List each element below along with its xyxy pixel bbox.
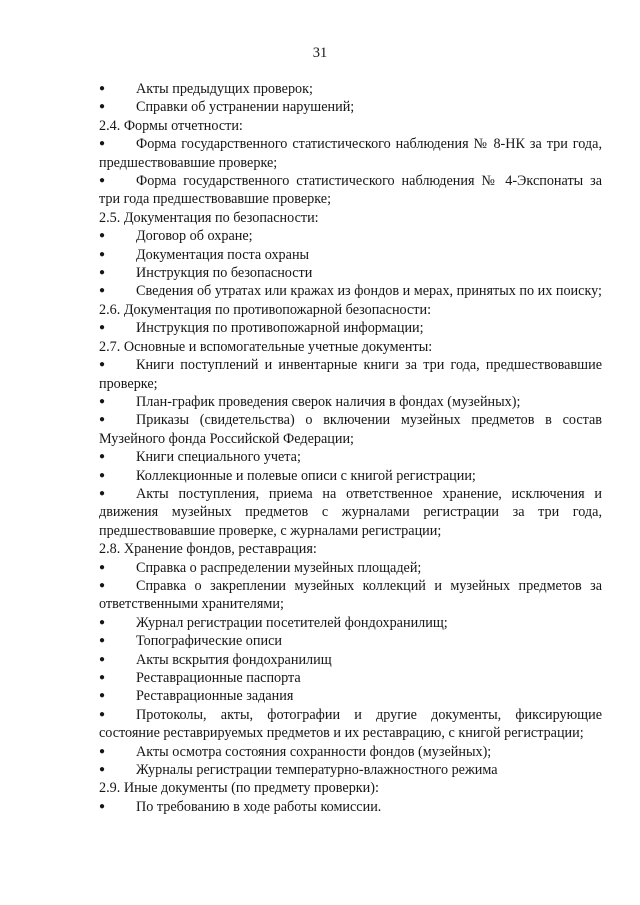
list-item-text: Книги поступлений и инвентарные книги за три года, предшествовавшие проверке;: [99, 357, 602, 392]
bullet-icon: ●: [99, 83, 106, 94]
list-item-text: Акты предыдущих проверок;: [136, 81, 313, 97]
bullet-icon: ●: [99, 101, 106, 113]
list-item-text: Акты осмотра состояния сохранности фондов (музейных);: [136, 743, 492, 760]
list-item-text: Акты поступления, приема на ответственное хранение, исключения и движения музейных предметов с журналами регистрации за три года, предшествовавшие проверке, с журналами регистрации;: [99, 485, 602, 539]
list-item: [99, 577, 602, 614]
list-item-text: По требованию в ходе работы комиссии.: [136, 798, 382, 815]
section-heading-text: 2.4. Формы отчетности:: [99, 117, 243, 134]
list-item: [99, 135, 602, 172]
list-item: [99, 485, 602, 540]
bullet-icon: ●: [99, 175, 106, 187]
list-item: [99, 614, 602, 632]
list-item-text: Инструкция по безопасности: [136, 265, 313, 282]
list-item-text: Сведения об утратах или кражах из фондов и мерах, принятых по их поиску;: [136, 283, 602, 300]
list-item-text: Книги специального учета;: [136, 449, 301, 466]
list-item-text: Форма государственного статистического наблюдения № 4-Экспонаты за три года предшествовавшие проверке;: [99, 173, 602, 208]
list-item: [99, 798, 602, 816]
section-heading: [99, 540, 602, 558]
bullet-icon: ●: [99, 285, 106, 297]
list-item: [99, 687, 602, 705]
bullet-icon: ●: [99, 267, 106, 279]
list-item: [99, 761, 602, 779]
bullet-icon: ●: [99, 487, 106, 499]
list-item-text: Справки об устранении нарушений;: [136, 99, 355, 116]
bullet-icon: ●: [99, 800, 106, 812]
section-heading: [99, 209, 602, 227]
list-item: [99, 706, 602, 743]
bullet-icon: ●: [99, 672, 106, 683]
bullet-icon: ●: [99, 138, 106, 150]
list-item-text: Договор об охране;: [136, 228, 253, 245]
list-item: [99, 669, 602, 687]
list-item-text: Справка о распределении музейных площадей;: [136, 559, 422, 576]
list-item-text: Журнал регистрации посетителей фондохранилищ;: [136, 614, 448, 631]
list-item-text: Приказы (свидетельства) о включении музейных предметов в состав Музейного фонда Российской Федерации;: [99, 412, 602, 447]
section-heading-text: 2.7. Основные и вспомогательные учетные документы:: [99, 338, 433, 355]
list-item-text: Акты вскрытия фондохранилищ: [136, 651, 332, 668]
list-item: [99, 80, 602, 98]
bullet-icon: ●: [99, 414, 106, 426]
list-item: [99, 282, 602, 300]
list-item: [99, 651, 602, 669]
list-item-text: Инструкция по противопожарной информации;: [136, 320, 424, 337]
list-item: [99, 559, 602, 577]
list-item-text: Реставрационные паспорта: [136, 670, 301, 686]
section-heading-text: 2.5. Документация по безопасности:: [99, 209, 319, 226]
bullet-icon: ●: [99, 579, 106, 591]
bullet-icon: ●: [99, 616, 106, 628]
bullet-icon: ●: [99, 469, 106, 481]
section-heading: [99, 301, 602, 319]
list-item: [99, 227, 602, 245]
bullet-icon: ●: [99, 322, 106, 334]
list-item: [99, 246, 602, 264]
list-item-text: Журналы регистрации температурно-влажностного режима: [136, 762, 498, 779]
document-body: [99, 80, 602, 816]
list-item: [99, 264, 602, 282]
list-item-text: Реставрационные задания: [136, 688, 294, 705]
section-heading: [99, 338, 602, 356]
bullet-icon: ●: [99, 359, 106, 371]
list-item-text: Форма государственного статистического наблюдения № 8-НК за три года, предшествовавшие проверке;: [99, 136, 602, 171]
list-item-text: Протоколы, акты, фотографии и другие документы, фиксирующие состояние реставрируемых предметов и их реставрацию, с книгой регистрации;: [99, 706, 602, 742]
list-item-text: Документация поста охраны: [136, 246, 310, 263]
bullet-icon: ●: [99, 745, 106, 757]
bullet-icon: ●: [99, 395, 106, 407]
list-item: [99, 393, 602, 411]
list-item: [99, 448, 602, 466]
list-item: [99, 743, 602, 761]
list-item: [99, 172, 602, 209]
list-item: [99, 467, 602, 485]
bullet-icon: ●: [99, 635, 106, 647]
list-item: [99, 98, 602, 116]
list-item-text: Справка о закреплении музейных коллекций и музейных предметов за ответственными хранителями;: [99, 577, 602, 613]
list-item-text: Коллекционные и полевые описи с книгой регистрации;: [136, 467, 476, 484]
section-heading-text: 2.8. Хранение фондов, реставрация:: [99, 541, 317, 558]
section-heading: [99, 779, 602, 797]
page-number: 31: [312, 45, 328, 61]
list-item-text: План-график проведения сверок наличия в фондах (музейных);: [136, 393, 521, 410]
section-heading-text: 2.9. Иные документы (по предмету проверки):: [99, 780, 379, 797]
bullet-icon: ●: [99, 653, 106, 665]
list-item: [99, 632, 602, 650]
list-item: [99, 356, 602, 393]
list-item: [99, 411, 602, 448]
bullet-icon: ●: [99, 708, 106, 720]
bullet-icon: ●: [99, 690, 106, 702]
section-heading: [99, 117, 602, 135]
section-heading-text: 2.6. Документация по противопожарной безопасности:: [99, 301, 432, 318]
list-item-text: Топографические описи: [136, 633, 282, 650]
bullet-icon: ●: [99, 764, 106, 776]
bullet-icon: ●: [99, 248, 106, 260]
list-item: [99, 319, 602, 337]
bullet-icon: ●: [99, 230, 106, 242]
bullet-icon: ●: [99, 451, 106, 463]
bullet-icon: ●: [99, 561, 106, 573]
